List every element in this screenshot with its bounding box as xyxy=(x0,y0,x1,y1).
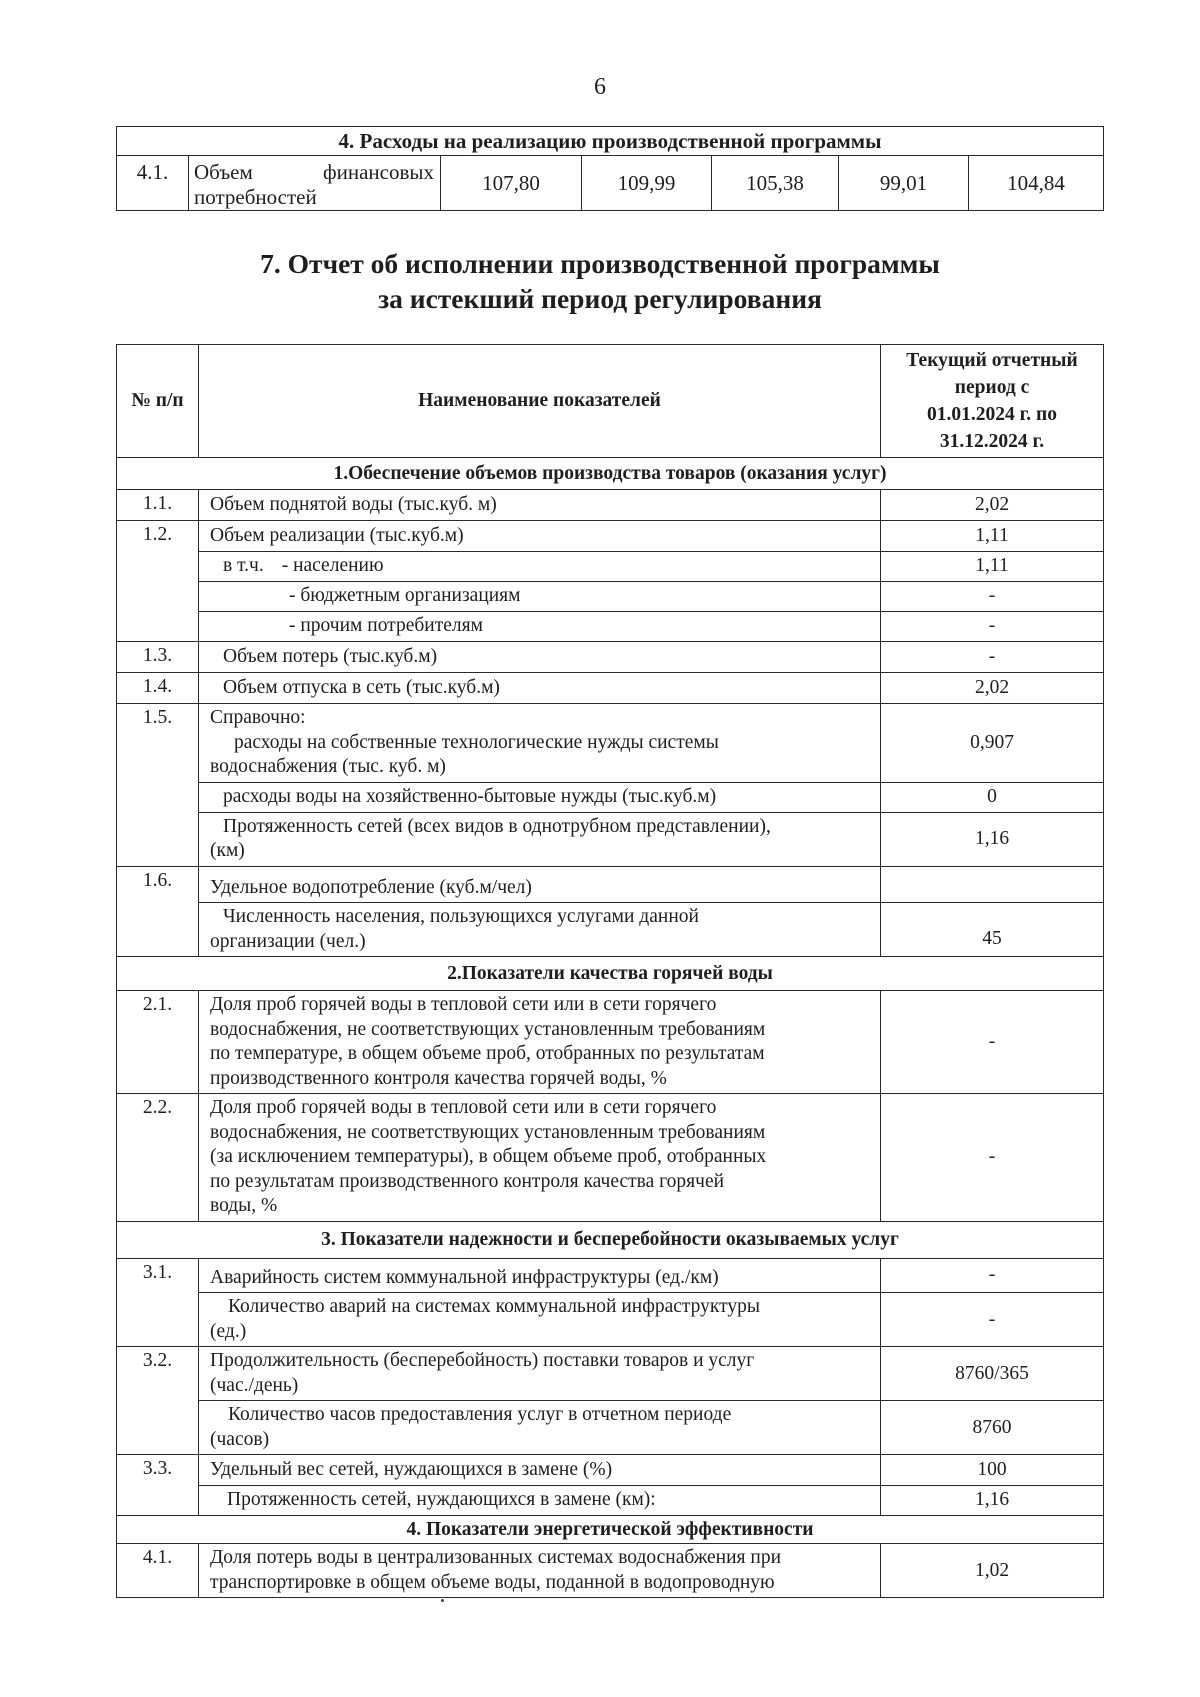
row-name: Аварийность систем коммунальной инфраструктуры (ед./км) xyxy=(199,1258,881,1293)
row-value: 0,907 xyxy=(881,704,1104,783)
value-cell: 107,80 xyxy=(441,156,582,211)
table-row xyxy=(117,611,1104,642)
row-name xyxy=(199,1544,881,1598)
row-value: 1,16 xyxy=(881,812,1104,866)
row-number xyxy=(117,611,199,642)
row-number xyxy=(117,812,199,866)
row-name-line: Доля потерь воды в централизованных системах водоснабжения при xyxy=(210,1547,782,1568)
header-value-line: 01.01.2024 г. по xyxy=(926,404,1058,425)
row-value: 1,11 xyxy=(881,521,1104,552)
production-program-report-table xyxy=(116,344,1104,1598)
section-title-line: за истекший период регулирования xyxy=(378,283,822,314)
row-number: 1.3. xyxy=(117,642,199,673)
table-row xyxy=(117,866,1104,903)
row-name-line: потребностей xyxy=(194,184,317,209)
row-value: - xyxy=(881,1094,1104,1222)
row-value: 1,16 xyxy=(881,1485,1104,1516)
row-name-word: финансовых xyxy=(323,159,434,184)
table-row xyxy=(117,551,1104,581)
table-row xyxy=(117,1293,1104,1347)
row-name-line: воды, % xyxy=(210,1195,278,1216)
row-number xyxy=(117,782,199,812)
row-value xyxy=(881,866,1104,903)
value-cell: 105,38 xyxy=(712,156,839,211)
row-name xyxy=(199,812,881,866)
row-name: Объем поднятой воды (тыс.куб. м) xyxy=(199,490,881,521)
row-name: Удельное водопотребление (куб.м/чел) xyxy=(199,866,881,903)
row-name: расходы воды на хозяйственно-бытовые нужды (тыс.куб.м) xyxy=(199,782,881,812)
row-number xyxy=(117,1293,199,1347)
row-name-word: Объем xyxy=(194,159,253,184)
row-name-line: по температуре, в общем объеме проб, отобранных по результатам xyxy=(210,1043,765,1064)
section-header-3: 3. Показатели надежности и бесперебойности оказываемых услуг xyxy=(117,1221,1104,1258)
table-row xyxy=(117,156,1104,211)
row-name: Объем потерь (тыс.куб.м) xyxy=(199,642,881,673)
row-value: 100 xyxy=(881,1455,1104,1486)
section-header-4: 4. Показатели энергетической эффективности xyxy=(117,1516,1104,1544)
row-number: 1.4. xyxy=(117,673,199,704)
value-cell: 99,01 xyxy=(839,156,969,211)
row-name-line: Доля проб горячей воды в тепловой сети или в сети горячего xyxy=(210,994,717,1015)
header-value xyxy=(881,345,1104,458)
row-name xyxy=(199,903,881,957)
row-name-line: по результатам производственного контроля качества горячей xyxy=(210,1170,725,1192)
header-num: № п/п xyxy=(117,345,199,458)
row-name-line: Количество часов предоставления услуг в отчетном периоде xyxy=(228,1404,732,1425)
row-name: Удельный вес сетей, нуждающихся в замене (%) xyxy=(199,1455,881,1486)
row-value: 45 xyxy=(881,903,1104,957)
row-number xyxy=(117,581,199,611)
table-row xyxy=(117,581,1104,611)
table-row xyxy=(117,521,1104,552)
row-value: - xyxy=(881,642,1104,673)
row-value: 1,02 xyxy=(881,1544,1104,1598)
table-row xyxy=(117,1094,1104,1222)
row-number xyxy=(117,1485,199,1516)
table-row xyxy=(117,704,1104,783)
row-name-line: Продолжительность (бесперебойность) поставки товаров и услуг xyxy=(210,1350,755,1371)
table-row xyxy=(117,642,1104,673)
row-name: - бюджетным организациям xyxy=(199,581,881,611)
table-row xyxy=(117,673,1104,704)
row-name xyxy=(189,156,441,211)
row-number: 1.5. xyxy=(117,704,199,783)
row-value: - xyxy=(881,991,1104,1094)
row-number: 3.3. xyxy=(117,1455,199,1486)
row-name: Протяженность сетей, нуждающихся в замене (км): xyxy=(199,1485,881,1516)
row-name-line: (час./день) xyxy=(210,1374,299,1396)
row-name-line: расходы на собственные технологические нужды системы xyxy=(234,731,719,753)
row-name-line: водоснабжения, не соответствующих установленным требованиям xyxy=(210,1121,766,1143)
row-number: 2.2. xyxy=(117,1094,199,1222)
row-number: 4.1. xyxy=(117,156,189,211)
row-name xyxy=(199,1293,881,1347)
header-value-line: Текущий отчетный xyxy=(906,350,1078,371)
scan-speck xyxy=(441,1599,444,1602)
row-prefix: в т.ч. xyxy=(223,554,264,576)
section-header-expenses: 4. Расходы на реализацию производственной программы xyxy=(117,127,1104,156)
table-row xyxy=(117,812,1104,866)
table-row xyxy=(117,490,1104,521)
row-name-line: (часов) xyxy=(210,1428,270,1450)
row-name-line: Протяженность сетей (всех видов в однотрубном представлении), xyxy=(223,815,771,837)
table-header-row xyxy=(117,345,1104,458)
row-value: 1,11 xyxy=(881,551,1104,581)
row-number xyxy=(117,551,199,581)
row-number: 1.1. xyxy=(117,490,199,521)
row-name: - прочим потребителям xyxy=(199,611,881,642)
row-name-line: транспортировке в общем объеме воды, поданной в водопроводную xyxy=(210,1571,775,1593)
row-name xyxy=(199,704,881,783)
row-label: Справочно: xyxy=(210,707,306,728)
table-row xyxy=(117,1401,1104,1455)
row-name: Объем реализации (тыс.куб.м) xyxy=(199,521,881,552)
row-subname: - населению xyxy=(281,554,384,576)
table-row xyxy=(117,782,1104,812)
row-name xyxy=(199,1401,881,1455)
table-row xyxy=(117,1347,1104,1401)
table-row xyxy=(117,903,1104,957)
table-row xyxy=(117,1455,1104,1486)
row-name-line: (ед.) xyxy=(210,1320,247,1342)
table-row xyxy=(117,991,1104,1094)
section-header-1: 1.Обеспечение объемов производства товаров (оказания услуг) xyxy=(117,458,1104,490)
row-value: 8760 xyxy=(881,1401,1104,1455)
header-value-line: 31.12.2024 г. xyxy=(939,431,1045,452)
row-name-line: организации (чел.) xyxy=(210,930,366,952)
section-title-line: 7. Отчет об исполнении производственной программы xyxy=(260,248,940,279)
row-number: 1.2. xyxy=(117,521,199,552)
row-value: - xyxy=(881,1293,1104,1347)
row-number: 2.1. xyxy=(117,991,199,1094)
row-name-line: Численность населения, пользующихся услугами данной xyxy=(223,906,699,927)
value-cell: 104,84 xyxy=(969,156,1104,211)
row-name-line: Доля проб горячей воды в тепловой сети или в сети горячего xyxy=(210,1097,717,1118)
row-number: 3.1. xyxy=(117,1258,199,1293)
row-value: - xyxy=(881,611,1104,642)
header-name: Наименование показателей xyxy=(199,345,881,458)
row-number: 3.2. xyxy=(117,1347,199,1401)
production-expenses-table xyxy=(116,126,1104,211)
row-value: 8760/365 xyxy=(881,1347,1104,1401)
row-value: - xyxy=(881,1258,1104,1293)
row-number: 1.6. xyxy=(117,866,199,903)
section-header-2: 2.Показатели качества горячей воды xyxy=(117,957,1104,991)
row-value: 2,02 xyxy=(881,673,1104,704)
row-name xyxy=(199,991,881,1094)
page-number: 6 xyxy=(594,74,606,100)
table-row xyxy=(117,1485,1104,1516)
row-name-line: (за исключением температуры), в общем объеме проб, отобранных xyxy=(210,1146,767,1167)
row-name xyxy=(199,1094,881,1222)
row-name xyxy=(199,551,881,581)
row-name-line: Количество аварий на системах коммунальной инфраструктуры xyxy=(228,1296,760,1317)
section-title xyxy=(0,246,1200,316)
row-name-line: производственного контроля качества горячей воды, % xyxy=(210,1067,667,1089)
row-value: - xyxy=(881,581,1104,611)
row-number xyxy=(117,903,199,957)
row-name-line: водоснабжения, не соответствующих установленным требованиям xyxy=(210,1018,766,1040)
row-name xyxy=(199,1347,881,1401)
row-name-line: (км) xyxy=(210,840,245,861)
table-row xyxy=(117,1544,1104,1598)
row-value: 0 xyxy=(881,782,1104,812)
table-row xyxy=(117,1258,1104,1293)
row-number xyxy=(117,1401,199,1455)
row-name-line: водоснабжения (тыс. куб. м) xyxy=(210,756,446,777)
value-cell: 109,99 xyxy=(582,156,712,211)
row-value: 2,02 xyxy=(881,490,1104,521)
header-value-line: период с xyxy=(954,377,1030,398)
row-name: Объем отпуска в сеть (тыс.куб.м) xyxy=(199,673,881,704)
row-number: 4.1. xyxy=(117,1544,199,1598)
